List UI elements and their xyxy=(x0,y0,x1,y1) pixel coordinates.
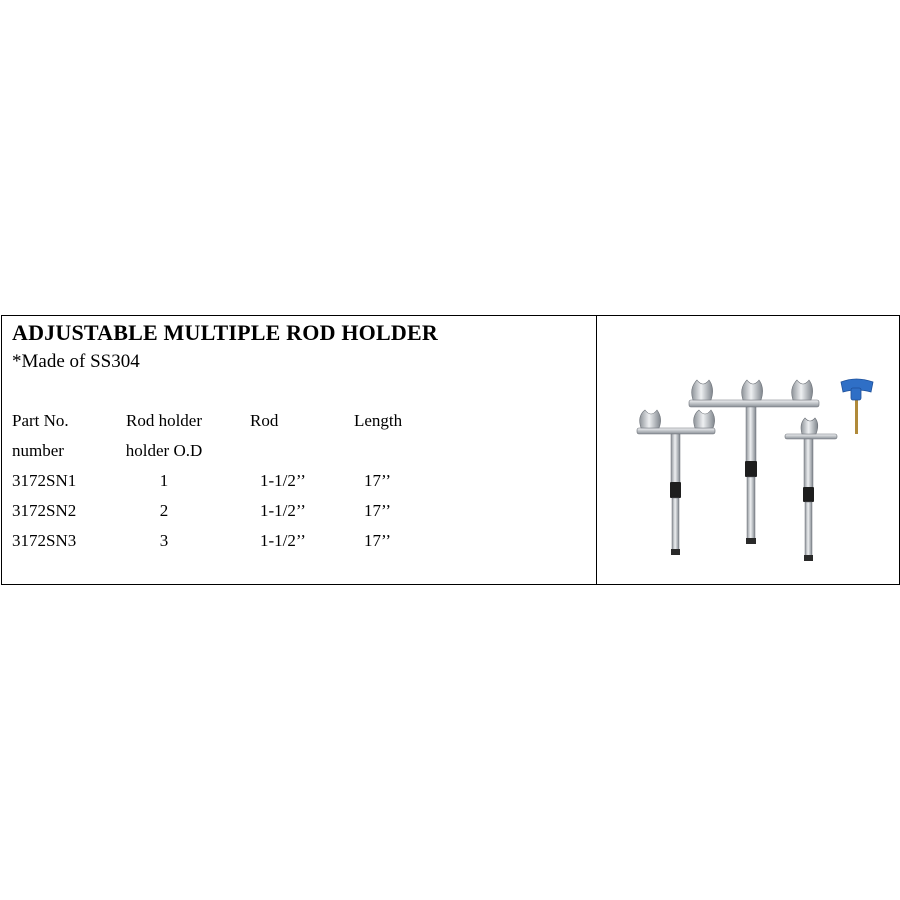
header-rod: Rod xyxy=(250,411,279,430)
row-2-rod-od: 1-1/2’’ xyxy=(260,501,306,520)
product-title: ADJUSTABLE MULTIPLE ROD HOLDER xyxy=(12,320,438,345)
product-spec-sheet xyxy=(1,315,900,585)
row-1-holders: 1 xyxy=(159,471,169,490)
row-1-length: 17’’ xyxy=(364,471,392,490)
row-1-part: 3172SN1 xyxy=(12,471,77,490)
header-rod-holder: Rod holder xyxy=(125,411,203,430)
row-2-holders: 2 xyxy=(159,501,169,520)
rod-holder-single xyxy=(637,410,715,555)
rod-holder-double xyxy=(785,418,837,561)
header-part-no-line2: number xyxy=(12,441,64,460)
row-1-rod-od: 1-1/2’’ xyxy=(260,471,306,490)
row-3-rod-od: 1-1/2’’ xyxy=(260,531,306,550)
header-length: Length xyxy=(354,411,403,430)
material-note: *Made of SS304 xyxy=(12,351,140,372)
product-photo-cell xyxy=(597,316,899,584)
row-3-length: 17’’ xyxy=(364,531,392,550)
row-2-length: 17’’ xyxy=(364,501,392,520)
row-2-part: 3172SN2 xyxy=(12,501,77,520)
product-photo xyxy=(597,316,899,584)
t-handle-wrench xyxy=(841,379,873,434)
row-3-holders: 3 xyxy=(159,531,169,550)
spec-text-cell xyxy=(2,316,597,584)
row-3-part: 3172SN3 xyxy=(12,531,77,550)
header-rod-holder-line2: holder O.D xyxy=(125,441,203,460)
rod-holder-triple xyxy=(689,380,819,544)
header-part-no: Part No. xyxy=(12,411,69,430)
